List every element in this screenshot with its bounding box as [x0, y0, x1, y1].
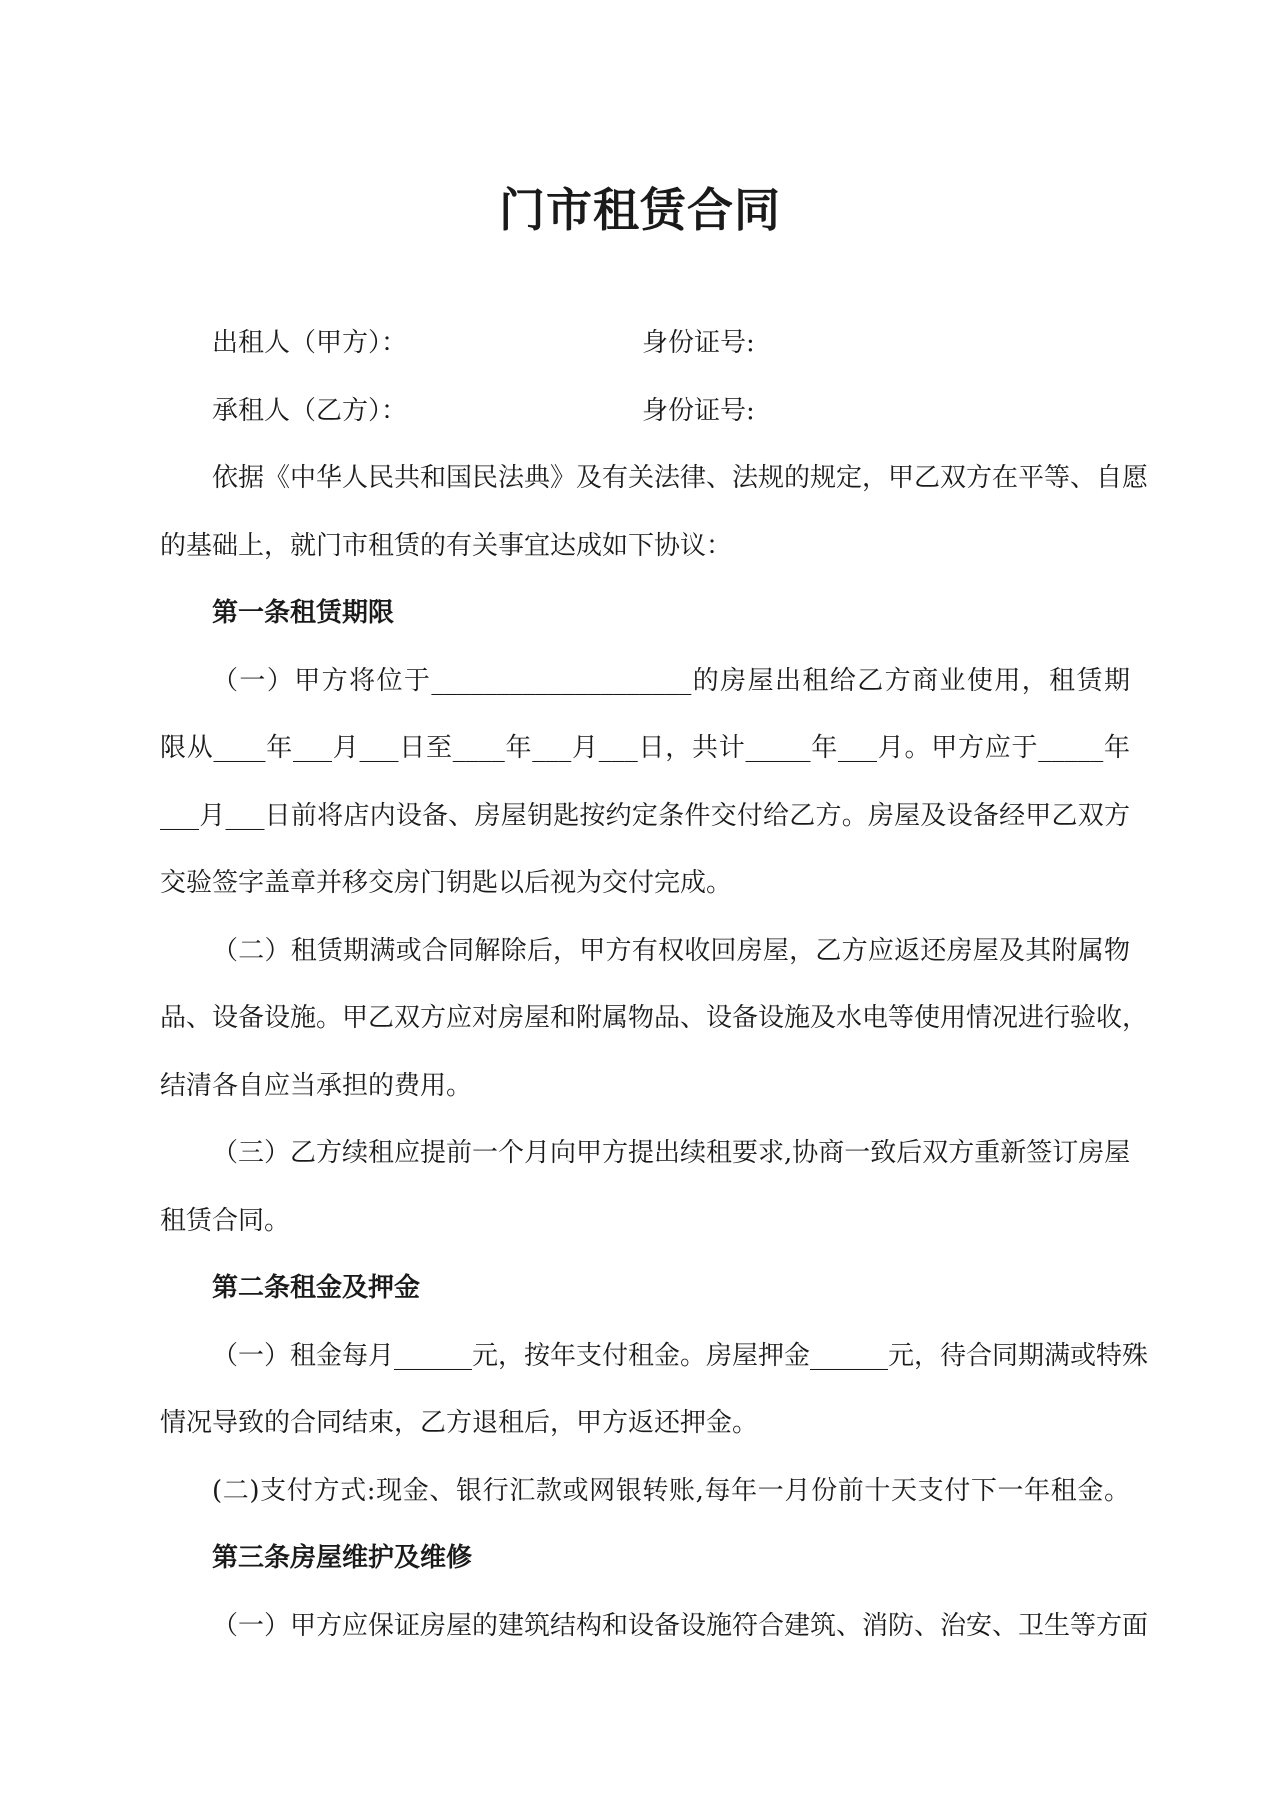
article2-p2-line: (二)支付方式:现金、银行汇款或网银转账,每年一月份前十天支付下一年租金。 [212, 1475, 1130, 1506]
lessee-row [160, 378, 1130, 446]
article1-p3-line: （三）乙方续租应提前一个月向甲方提出续租要求,协商一致后双方重新签订房屋 [212, 1138, 1131, 1168]
article3-heading: 第三条房屋维护及维修 [212, 1543, 473, 1573]
preamble-line: 的基础上，就门市租赁的有关事宜达成如下协议： [160, 530, 733, 561]
lessor-label: 出租人（甲方）： [212, 328, 408, 358]
article1-p1-line: ___月___日前将店内设备、房屋钥匙按约定条件交付给乙方。房屋及设备经甲乙双方 [160, 800, 1130, 831]
document-title: 门市租赁合同 [499, 183, 781, 237]
article2-p1-line: 情况导致的合同结束，乙方退租后，甲方返还押金。 [160, 1408, 759, 1438]
lessee-id-label: 身份证号: [642, 395, 755, 426]
article1-heading: 第一条租赁期限 [212, 598, 395, 628]
lessor-id-label: 身份证号: [642, 328, 755, 358]
document-body [160, 310, 1149, 1660]
article1-p3-line: 租赁合同。 [160, 1205, 291, 1236]
article1-p2-line: 品、设备设施。甲乙双方应对房屋和附属物品、设备设施及水电等使用情况进行验收， [160, 1003, 1149, 1033]
lessee-label: 承租人（乙方）： [212, 395, 408, 426]
article3-p1-line: （一）甲方应保证房屋的建筑结构和设备设施符合建筑、消防、治安、卫生等方面 [212, 1610, 1149, 1641]
article1-p1-line: （一）甲方将位于____________________的房屋出租给乙方商业使用，租赁期 [212, 665, 1130, 696]
lessor-row [160, 310, 1130, 378]
article2-heading: 第二条租金及押金 [212, 1273, 421, 1303]
preamble-line: 依据《中华人民共和国民法典》及有关法律、法规的规定，甲乙双方在平等、自愿 [212, 463, 1149, 493]
article1-p2-line: （二）租赁期满或合同解除后，甲方有权收回房屋，乙方应返还房屋及其附属物 [212, 935, 1130, 966]
article1-p1-line: 交验签字盖章并移交房门钥匙以后视为交付完成。 [160, 868, 733, 898]
article1-p1-line: 限从____年___月___日至____年___月___日，共计_____年___月。甲方应于_____年 [160, 733, 1130, 763]
article2-p1-line: （一）租金每月______元，按年支付租金。房屋押金______元，待合同期满或特殊 [212, 1340, 1149, 1371]
article1-p2-line: 结清各自应当承担的费用。 [160, 1070, 473, 1101]
